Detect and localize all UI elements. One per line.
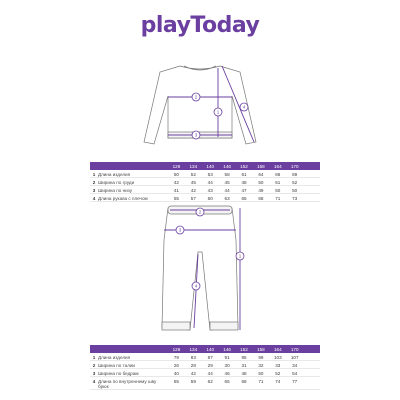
table-row: 1 Длина изделия 50 52 53 58 61 64 66 69 <box>90 170 320 178</box>
marker-2: 2 <box>198 209 202 215</box>
pants-size-table <box>90 345 320 390</box>
table-header: 128 134 140 146 152 158 164 170 <box>90 345 320 353</box>
table-header: 128 134 140 146 152 158 164 170 <box>90 162 320 170</box>
sweatshirt-outline <box>144 66 256 144</box>
marker-3: 3 <box>194 132 198 138</box>
marker-3: 3 <box>178 227 182 233</box>
pants-diagram <box>140 200 260 340</box>
brand-logo: playToday <box>140 13 260 38</box>
sweatshirt-diagram <box>140 52 260 160</box>
marker-1: 1 <box>238 253 242 259</box>
sweatshirt-size-table <box>90 162 320 202</box>
marker-4: 4 <box>242 104 246 110</box>
table-row: 3 Ширина по бедрам 40 42 44 46 48 50 52 54 <box>90 369 320 377</box>
pants-outline <box>162 206 238 330</box>
table-row: 1 Длина изделия 79 83 87 91 95 99 103 107 <box>90 353 320 361</box>
table-row: 2 Ширина по талии 26 28 29 30 31 32 33 34 <box>90 361 320 369</box>
table-row: 4 Длина рукава с плечом 55 57 60 63 65 68 71 73 <box>90 194 320 202</box>
table-row: 3 Ширина по низу 41 42 43 44 47 49 50 50 <box>90 186 320 194</box>
marker-4: 4 <box>194 283 198 289</box>
marker-1: 1 <box>216 109 220 115</box>
table-row: 2 Ширина по груди 42 45 44 45 48 50 51 52 <box>90 178 320 186</box>
marker-2: 2 <box>194 94 198 100</box>
table-row: 4 Длина по внутреннему шву брюк 55 59 62 65 68 71 74 77 <box>90 377 320 390</box>
